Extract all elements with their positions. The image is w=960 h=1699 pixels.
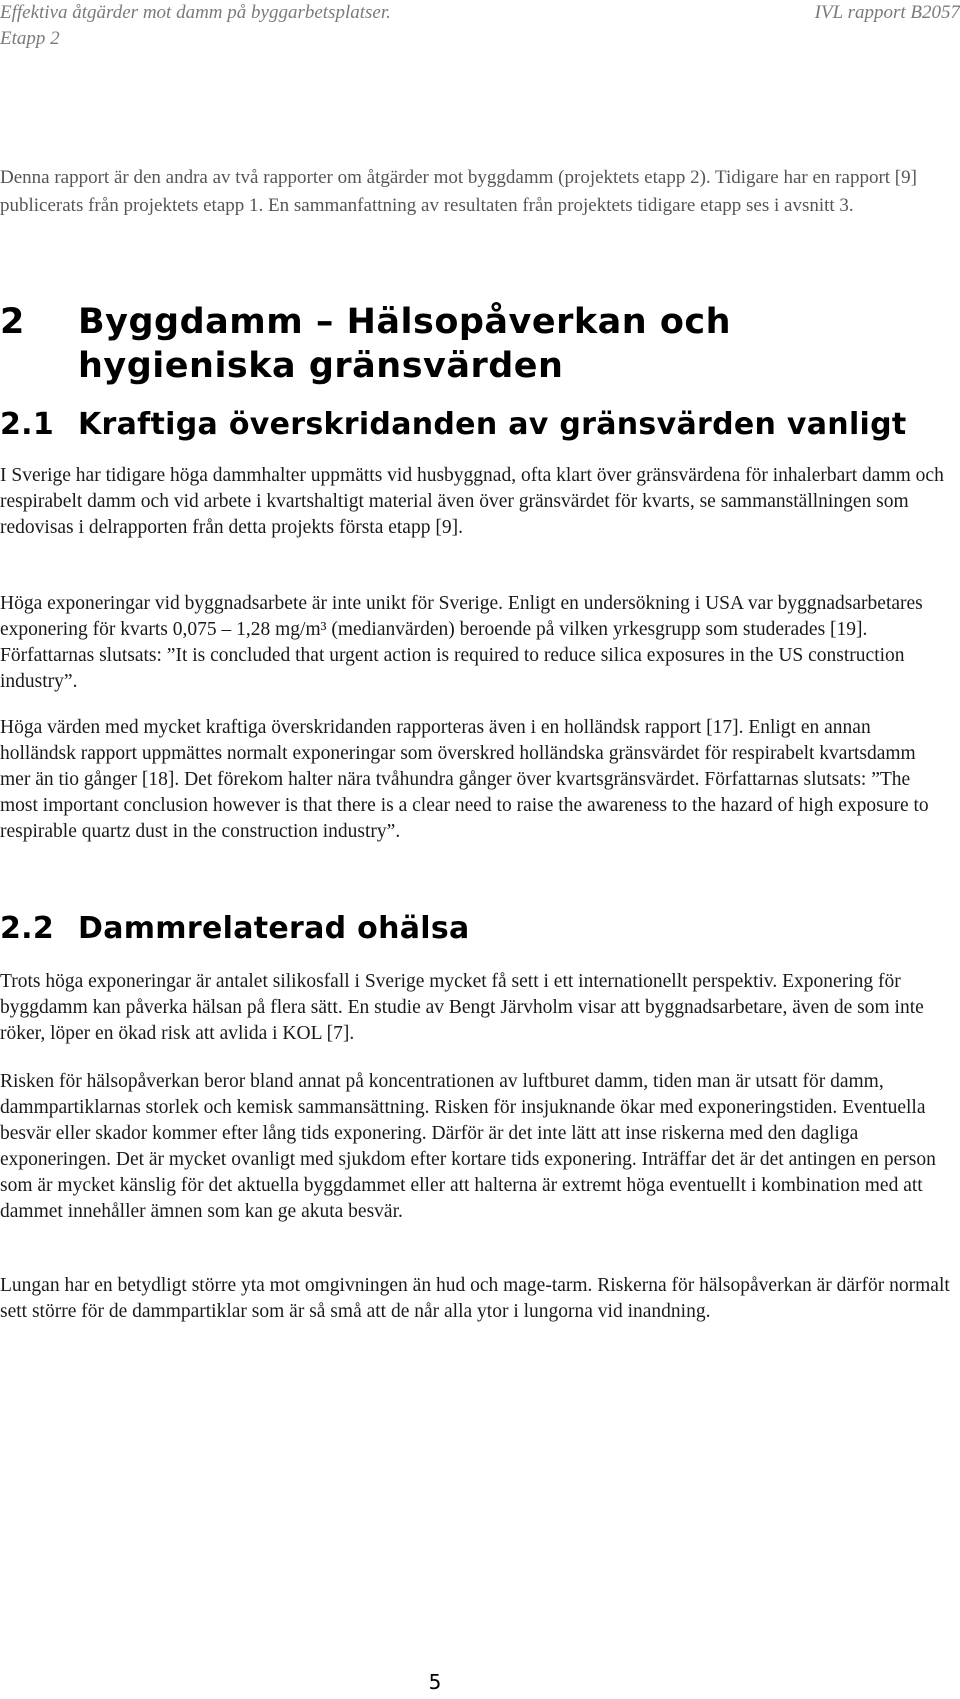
- section-2-2-paragraph-2: Risken för hälsopåverkan beror bland annat på koncentrationen av luftburet damm, tiden man är utsatt för damm, dammpartiklarnas storlek och kemisk sammansättning. Risken för insjuknande ökar med exponeringstiden. Eventuella besvär eller skador kommer efter lång tids exponering. Därför är det inte lätt att inse riskerna med den dagliga exponeringen. Det är mycket ovanligt med sjukdom efter kortare tids exponering. Inträffar det är det antingen en person som är mycket känslig för det aktuella byggdammet eller att halterna är extremt höga eventuellt i kombination med att dammet innehåller ämnen som kan ge akuta besvär.: [0, 1071, 936, 1222]
- header-title-line1: Effektiva åtgärder mot damm på byggarbetsplatser.: [0, 2, 391, 23]
- page-number: 5: [428, 1670, 442, 1694]
- running-header-title: [0, 0, 391, 52]
- section-2-1-heading: [0, 405, 907, 445]
- section-2-1-paragraph-2: Höga exponeringar vid byggnadsarbete är inte unikt för Sverige. Enligt en undersökning i USA var byggnadsarbetares exponering för kvarts 0,075 – 1,28 mg/m³ (medianvärden) beroende på vilken yrkesgrupp som studerades [19]. Författarnas slutsats: ”It is concluded that urgent action is required to reduce silica exposures in the US construction industry”.: [0, 593, 923, 692]
- section-2-1-number: 2.1: [0, 407, 55, 442]
- intro-paragraph: Denna rapport är den andra av två rapporter om åtgärder mot byggdamm (projektets etapp 2). Tidigare har en rapport [9] publicerats från projektets etapp 1. En sammanfattning av resultaten från projektets tidigare etapp ses i avsnitt 3.: [0, 167, 917, 216]
- section-2-title-line2: hygieniska gränsvärden: [78, 346, 564, 386]
- section-2-title-line1: Byggdamm – Hälsopåverkan och: [78, 302, 732, 342]
- header-title-line2: Etapp 2: [0, 28, 60, 49]
- section-2-1-paragraph-3: Höga värden med mycket kraftiga överskridanden rapporteras även i en holländsk rapport [17]. Enligt en annan holländsk rapport uppmättes normalt exponeringar som överskred holländska gränsvärdet för respirabelt kvartsdamm mer än tio gånger [18]. Det förekom halter nära tvåhundra gånger över kvartsgränsvärdet. Författarnas slutsats: ”The most important conclusion however is that there is a clear need to raise the awareness to the hazard of high exposure to respirable quartz dust in the construction industry”.: [0, 717, 929, 842]
- section-2-1-paragraph-1: I Sverige har tidigare höga dammhalter uppmätts vid husbyggnad, ofta klart över gränsvärdena för inhalerbart damm och respirabelt damm och vid arbete i kvartshaltigt material även över gränsvärdet för kvarts, se sammanställningen som redovisas i delrapporten från detta projekts första etapp [9].: [0, 465, 944, 538]
- section-2-2-paragraph-3: Lungan har en betydligt större yta mot omgivningen än hud och mage-tarm. Riskerna för hälsopåverkan är därför normalt sett större för de dammpartiklar som är så små att de når alla ytor i lungorna vid inandning.: [0, 1275, 950, 1322]
- section-2-heading: [0, 300, 731, 388]
- section-2-number: 2: [0, 302, 25, 342]
- section-2-2-title: Dammrelaterad ohälsa: [78, 911, 470, 946]
- section-2-1-title: Kraftiga överskridanden av gränsvärden vanligt: [78, 407, 907, 442]
- running-header-report-id: IVL rapport B2057: [814, 2, 960, 23]
- section-2-2-number: 2.2: [0, 911, 55, 946]
- section-2-2-heading: [0, 909, 470, 949]
- section-2-2-paragraph-1: Trots höga exponeringar är antalet silikosfall i Sverige mycket få sett i ett internationellt perspektiv. Exponering för byggdamm kan påverka hälsan på flera sätt. En studie av Bengt Järvholm visar att byggnadsarbetare, även de som inte röker, löper en ökad risk att avlida i KOL [7].: [0, 971, 924, 1044]
